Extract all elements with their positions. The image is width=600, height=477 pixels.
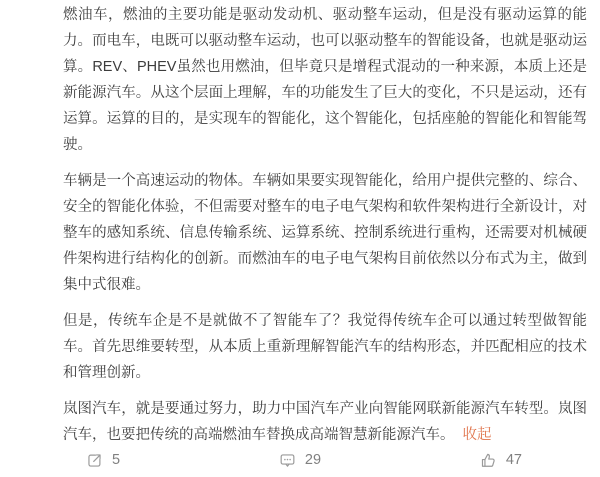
- like-button[interactable]: [479, 451, 522, 470]
- comment-count: 29: [304, 452, 322, 468]
- post-paragraph: [63, 396, 587, 448]
- action-bar: [0, 447, 600, 477]
- post-paragraph: 燃油车，燃油的主要功能是驱动发动机、驱动整车运动，但是没有驱动运算的能力。而电车，电既可以驱动整车运动，也可以驱动整车的智能设备，也就是驱动运算。REV、PHEV虽然也用燃油，但毕竟只是增程式混动的一种来源，本质上还是新能源汽车。从这个层面上理解，车的功能发生了巨大的变化，不只是运动，还有运算。运算的目的，是实现车的智能化，这个智能化，包括座舱的智能化和智能驾驶。: [63, 7, 587, 153]
- post-paragraph: 车辆是一个高速运动的物体。车辆如果要实现智能化，给用户提供完整的、综合、安全的智能化体验，不但需要对整车的电子电气架构和软件架构进行全新设计，对整车的感知系统、信息传输系统、运算系统、控制系统进行重构，还需要对机械硬件架构进行结构化的创新。而燃油车的电子电气架构目前依然以分布式为主，做到集中式很难。: [63, 173, 587, 293]
- share-button[interactable]: [85, 451, 120, 470]
- comment-button[interactable]: [278, 451, 321, 470]
- collapse-link[interactable]: 收起: [462, 427, 492, 443]
- comment-icon: [278, 451, 297, 470]
- share-icon: [85, 451, 104, 470]
- post-paragraph: 但是，传统车企是不是就做不了智能车了？我觉得传统车企可以通过转型做智能车。首先思维要转型，从本质上重新理解智能汽车的结构形态，并匹配相应的技术和管理创新。: [63, 313, 587, 381]
- share-count: 5: [112, 452, 121, 468]
- thumbs-up-icon: [479, 451, 498, 470]
- post-paragraph-text: 岚图汽车，就是要通过努力，助力中国汽车产业向智能网联新能源汽车转型。岚图汽车，也要把传统的高端燃油车替换成高端智慧新能源汽车。: [63, 401, 587, 443]
- like-count: 47: [505, 452, 522, 468]
